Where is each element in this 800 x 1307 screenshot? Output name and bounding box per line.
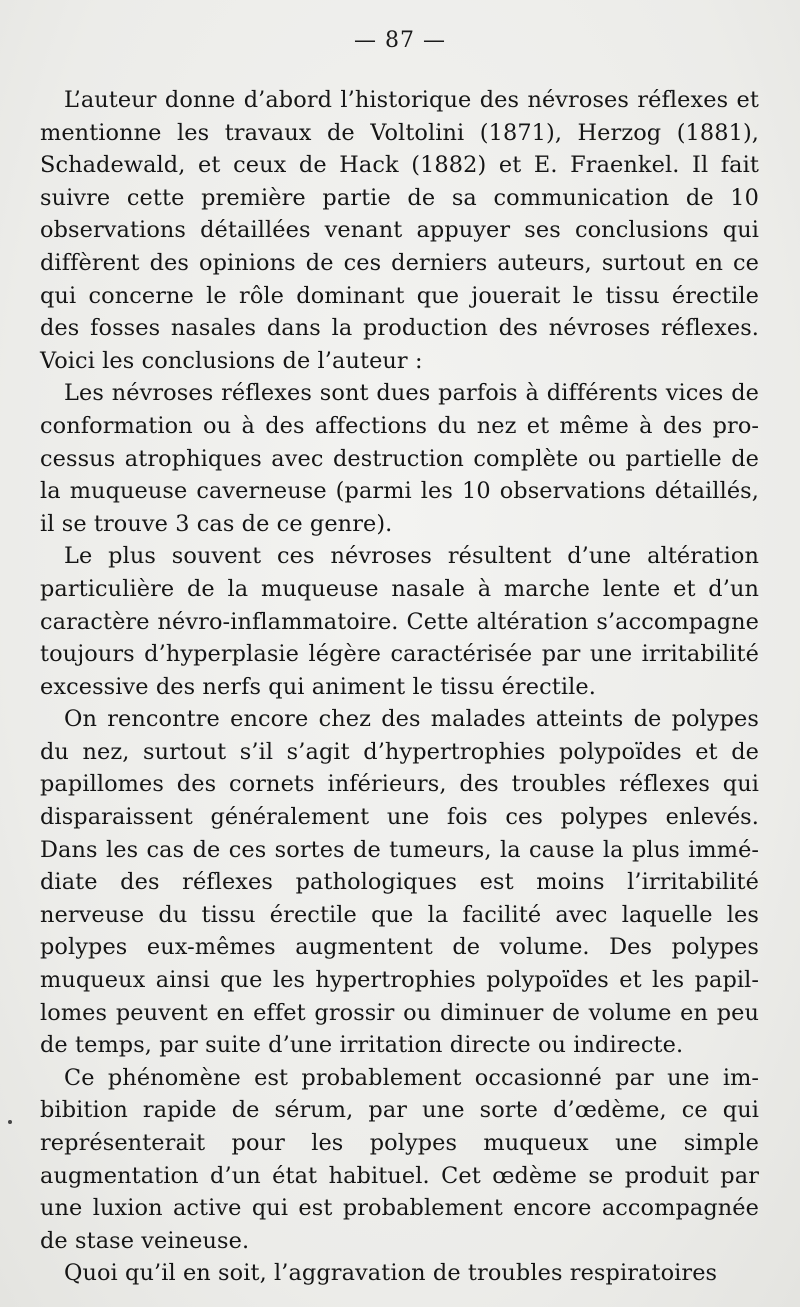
paragraph-oedeme: Ce phénomène est probablement occasionné par une imbibition rapide de sérum, par une sorte d’œdème, ce qui représenterait pour les polypes muqueux une simple augmentation d’un état habituel. Cet œdème se produit par une luxion active qui est probablement encore accompagnée de stase veineuse. bbox=[40, 1064, 759, 1254]
paragraph-vices-conformation: Les névroses réflexes sont dues parfois à différents vices de conformation ou à des affections du nez et même à des processus atrophiques avec destruction complète ou partielle de la muqueuse caverneuse (parmi les 10 observations détaillés, il se trouve 3 cas de ce genre). bbox=[40, 380, 759, 537]
paragraph-polypes: On rencontre encore chez des malades atteints de polypes du nez, surtout s’il s’agit d’hypertrophies polypoïdes et de papillomes des cornets inférieurs, des troubles réflexes qui disparaissent généralement une fois ces polypes enlevés. Dans les cas de ces sortes de tumeurs, la cause la plus immédiate des réflexes pathologiques est moins l’irritabilité nerveuse du tissu érectile que la facilité avec laquelle les polypes eux-mêmes augmentent de volume. Des polypes muqueux ainsi que les hypertrophies polypoïdes et les papillomes peuvent en effet grossir ou diminuer de volume en peu de temps, par suite d’une irritation directe ou indirecte. bbox=[40, 706, 759, 1059]
body-text bbox=[40, 84, 759, 1290]
page-number: — 87 — bbox=[354, 28, 446, 53]
margin-mark bbox=[8, 1120, 12, 1124]
paragraph-alteration-muqueuse: Le plus souvent ces névroses résultent d’une altération particulière de la muqueuse nasale à marche lente et d’un caractère névro-inflammatoire. Cette altération s’accompagne toujours d’hyperplasie légère caractérisée par une irritabilité excessive des nerfs qui animent le tissu érectile. bbox=[40, 543, 759, 700]
paragraph-historique: L’auteur donne d’abord l’historique des névroses réflexes et mentionne les travaux de Voltolini (1871), Herzog (1881), Schadewald, et ceux de Hack (1882) et E. Fraenkel. Il fait suivre cette première partie de sa communication de 10 observations détaillées venant appuyer ses conclusions qui diffèrent des opinions de ces derniers auteurs, surtout en ce qui concerne le rôle dominant que jouerait le tissu érectile des fosses nasales dans la production des névroses réflexes. Voici les conclusions de l’auteur : bbox=[40, 87, 759, 374]
paragraph-troubles-respiratoires: Quoi qu’il en soit, l’aggravation de troubles respiratoires bbox=[64, 1260, 718, 1287]
